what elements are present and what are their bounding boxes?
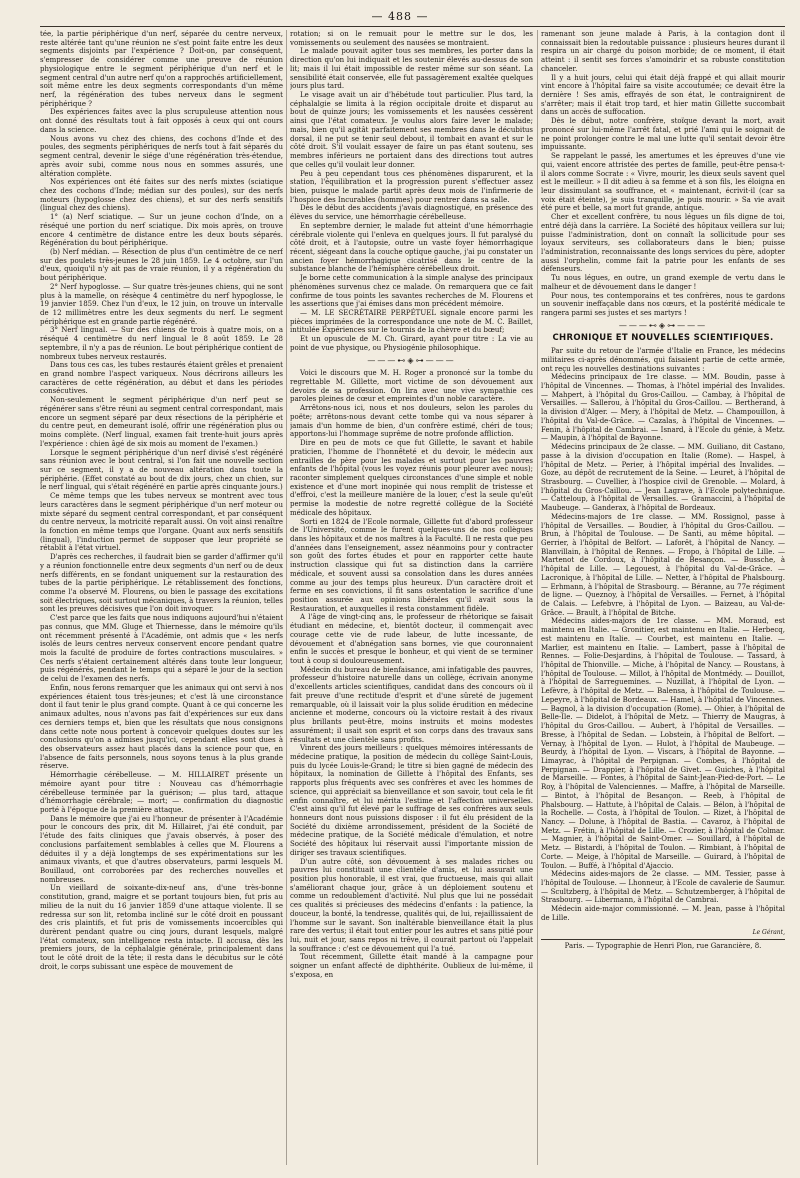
paragraph: 1° (a) Nerf sciatique. — Sur un jeune cochon d'Inde, on a réséqué une portion du nerf sciatique. Dix mois après, on trouve encore 4 centimètre de distance entre les deux bouts séparés. Régénération du bout périphérique.	[40, 213, 283, 248]
paragraph: Un vieillard de soixante-dix-neuf ans, d'une très-bonne constitution, grand, maigre et se portant toujours bien, fut pris au milieu de la nuit du 16 janvier 1859 d'une attaque violente. Il se redressa sur son lit, retomba incliné sur le côté droit en poussant des cris plaintifs, et fut pris de vomissements incoercibles qui durèrent pendant quatre ou cinq jours, durant lesquels, malgré l'état comateux, son intelligence resta intacte. Il accusa, dès les premiers jours, de la céphalalgie générale, principalement dans tout le côté droit de la tête; il resta dans le décubitus sur le côté droit, le corps subissant une espèce de mouvement de	[40, 884, 283, 971]
imprint-rule	[541, 939, 785, 940]
paragraph: tée, la partie périphérique d'un nerf, séparée du centre nerveux, reste altérée tant qu'une réunion ne s'est point faite entre les deux segments disjoints par l'expérience ? Doit-on, par conséquent, s'empresser de considérer comme une preuve de réunion physiologique entre le segment périphérique d'un nerf et le segment central d'un autre nerf qu'on a rapprochés artificiellement, soit même entre les deux segments correspondants d'un même nerf, la régénération des tubes nerveux dans le segment périphérique ?	[40, 30, 283, 108]
header-rule	[40, 26, 785, 27]
paragraph: C'est parce que les faits que nous indiquons aujourd'hui n'étaient pas connus, que MM. Gluge et Thiernesse, dans le mémoire qu'ils ont récemment présenté à l'Académie, ont admis que « les nerfs isolés de leurs centres nerveux conservent encore pendant quatre mois la faculté de produire de fortes contractions musculaires. » Ces nerfs s'étaient certainement altérés dans toute leur longueur, puis régénérés, pendant le temps qui a séparé le jour de la section de celui de l'examen des nerfs.	[40, 614, 283, 684]
chronique-paragraph: Médecins principaux de 2e classe. — MM. Guiliano, dit Castano, passe à la division d'occupation en Italie (Rome). — Haspel, à l'hôpital de Metz. — Perier, à l'hôpital impérial des Invalides. — Goze, au dépôt de recrutement de la Seine. — Leuret, à l'hôpital de Strasbourg. — Cuvellier, à l'hospice civil de Grenoble. — Molard, à l'hôpital du Gros-Caillou. — Jean Lagrave, à l'Ecole polytechnique. — Catteloup, à l'hôpital de Versailles. — Gramaccini, à l'hôpital de Maubeuge. — Ganderax, à l'hôpital de Bordeaux.	[541, 443, 785, 513]
paragraph: Enfin, nous ferons remarquer que les animaux qui ont servi à nos expériences étaient tous très-jeunes; et c'est là une circonstance dont il faut tenir le plus grand compte. Quant à ce qui concerne les animaux adultes, nous n'avons pas fait d'expériences sur eux dans ces derniers temps et, bien que les résultats que nous consignons dans cette note nous portent à concevoir quelques doutes sur les conclusions qu'on a admises jusqu'ici, cependant elles sont dues à des observateurs assez haut placés dans la science pour que, en l'absence de faits personnels, nous soyons tenus à la plus grande réserve.	[40, 683, 283, 771]
paragraph: Nos expériences ont été faites sur des nerfs mixtes (sciatique chez des cochons d'Inde; médian sur des poules), sur des nerfs moteurs (hypoglosse chez des chiens), et sur des nerfs sensitifs (lingual chez des chiens).	[40, 178, 283, 213]
paragraph: Tu nous légues, en outre, un grand exemple de vertu dans le malheur et de dévouement dans le danger !	[541, 274, 785, 291]
paragraph: D'après ces recherches, il faudrait bien se garder d'affirmer qu'il y a réunion fonctionnelle entre deux segments d'un nerf ou de deux nerfs différents, en se fondant uniquement sur la restauration des tubes de la partie périphérique. Le rétablissement des fonctions, comme l'a observé M. Flourens, ou bien le passage des excitations soit électriques, soit surtout mécaniques, à travers la réunion, telles sont les preuves décisives que l'on doit invoquer.	[40, 553, 283, 614]
paragraph: Je borne cette communication à la simple analyse des principaux phénomènes survenus chez ce malade. On remarquera que ce fait confirme de tous points les savantes recherches de M. Flourens et les assertions que j'ai émises dans mon précédent mémoire.	[290, 274, 533, 309]
paragraph: Médecin du bureau de bienfaisance, ami infatigable des pauvres, professeur d'histoire naturelle dans un collège, écrivain anonyme d'excellents articles scientifiques, candidat dans des concours où il fait preuve d'une rectitude d'esprit et d'une sûreté de jugement remarquable, où il laissait voir la plus solide érudition en médecine ancienne et moderne, concours où la victoire restait à des rivaux plus brillants peut-être, moins instruits et moins modestes assurément; il usait son esprit et son corps dans des travaux sans résultats et une clientèle sans profits.	[290, 665, 533, 744]
paragraph: Dès le début, notre confrère, stoïque devant la mort, avait prononcé sur lui-même l'arrêt fatal, et prié l'ami qui le soignait de ne point prolonger contre le mal une lutte qu'il sentait devoir être impuissante.	[541, 117, 785, 152]
chronique-paragraph: Médecin aide-major commissionné. — M. Jean, passe à l'hôpital de Lille.	[541, 905, 785, 922]
paragraph: Dès le début des accidents j'avais diagnostiqué, en présence des élèves du service, une hémorrhagie cérébelleuse.	[290, 204, 533, 222]
imprint: Paris. — Typographie de Henri Plon, rue Garancière, 8.	[564, 942, 762, 951]
paragraph: Voici le discours que M. H. Roger a prononcé sur la tombe du regrettable M. Gillette, mort victime de son dévouement aux devoirs de sa profession. On lira avec une vive sympathie ces paroles pleines de cœur et empreintes d'un noble caractère.	[290, 369, 533, 404]
paragraph: Sorti en 1824 de l'Ecole normale, Gillette fut d'abord professeur de l'Université, comme le furent quelques-uns de nos collègues dans les hôpitaux et de nos maîtres à la Faculté. Il ne resta que peu d'années dans l'enseignement, assez néanmoins pour y contracter son goût des fortes études et pour en rapporter cette haute instruction classique qui fut sa distinction dans la carrière médicale, et souvent aussi sa consolation dans les dures années comme au jour des temps plus heureux. D'un caractère droit et ferme en ses convictions, il fit sans ostentation le sacrifice d'une position assurée aux opinions libérales qu'il avait sous la Restauration, et auxquelles il resta constamment fidèle.	[290, 517, 533, 613]
chronique-title: CHRONIQUE ET NOUVELLES SCIENTIFIQUES.	[552, 333, 774, 344]
paragraph: Tout récemment, Gillette était mandé à la campagne pour soigner un enfant affecté de diphthérite. Oublieux de lui-même, il s'exposa, en	[290, 953, 533, 979]
page-number: — 488 —	[371, 10, 429, 23]
column-divider	[537, 30, 538, 1165]
paragraph: D'un autre côté, son dévouement à ses malades riches ou pauvres lui constituait une clientèle d'amis, et lui assurait une position plus honorable, il est vrai, que fructueuse, mais qui allait s'améliorant chaque jour, grâce à un déploiement soutenu et comme un redoublement d'activité. Nul plus que lui ne possédait ces qualités si précieuses des médecins d'enfants : la patience, la douceur, la bonté, la tendresse, qualités qui, de lui, rejaillissaient de l'homme sur le savant. Son inaltérable bienveillance était la plus rare des vertus; il était tout entier pour les autres et sans pitié pour lui, nuit et jour, sans repos ni trêve, il courait partout où l'appelait la souffrance : c'est ce dévouement qui l'a tué.	[290, 857, 533, 953]
paragraph: Vinrent des jours meilleurs : quelques mémoires intéressants de médecine pratique, la position de médecin du collège Saint-Louis, puis du lycée Louis-le-Grand; le titre si bien gagné de médecin des hôpitaux, la nomination de Gillette à l'hôpital des Enfants, ses rapports plus fréquents avec ses confrères et avec les hommes de science, qui appréciait sa bienveillance et son savoir, tout cela le fit enfin connaître, et lui mérita l'estime et l'affection universelles. C'est ainsi qu'il fut élevé par le suffrage de ses confrères aux seuls honneurs dont nous puissions disposer : il fut élu président de la Société du dixième arrondissement, président de la Société de médecine pratique, de la Société médicale d'émulation, et notre Société des hôpitaux lui réservait aussi l'importante mission de diriger ses travaux scientifiques.	[290, 744, 533, 857]
paragraph: rotation; si on le remuait pour le mettre sur le dos, les vomissements ou seulement des nausées se montraient.	[290, 30, 533, 47]
paragraph: Lorsque le segment périphérique d'un nerf divisé s'est régénéré sans réunion avec le bout central, si l'on fait une nouvelle section sur ce segment, il y a de nouveau altération dans toute la périphérie. (Effet constaté au bout de dix jours, chez un chien, sur le nerf lingual, qui s'était régénéré en partie après cinquante jours.)	[40, 448, 283, 492]
paragraph: Cher et excellent confrère, tu nous légues un fils digne de toi, entré déjà dans la carrière. La Société des hôpitaux veillera sur lui; puisse l'administration, dont on connaît la sollicitude pour ses loyaux serviteurs, ses collaborateurs dans le bien; puisse l'administration, reconnaissante des longs services du père, adopter aussi l'orphelin, comme fait la patrie pour les enfants de ses défenseurs.	[541, 213, 785, 274]
paragraph: Et un opuscule de M. Ch. Girard, ayant pour titre : La vie au point de vue physique, ou Physiogénie philosophique.	[290, 335, 533, 352]
column-left	[40, 30, 283, 1165]
paragraph: Le malade pouvait agiter tous ses membres, les porter dans la direction qu'on lui indiquait et les soutenir élevés au-dessus de son lit; mais il lui était impossible de rester même sur son séant. La sensibilité était conservée, elle fut passagèrement exaltée quelques jours plus tard.	[290, 47, 533, 91]
paragraph: Des expériences faites avec la plus scrupuleuse attention nous ont donné des résultats tout à fait opposés à ceux qui ont cours dans la science.	[40, 108, 283, 134]
paragraph: 3° Nerf lingual. — Sur des chiens de trois à quatre mois, on a réséqué 4 centimètre du nerf lingual le 8 août 1859. Le 28 septembre, il n'y a pas de réunion. Le bout périphérique contient de nombreux tubes nerveux restaurés.	[40, 326, 283, 361]
chronique-paragraph: Médecins aides-majors de 2e classe. — MM. Tessier, passe à l'hôpital de Toulouse. — Lhonneur, à l'Ecole de cavalerie de Saumur. — Scultzberg, à l'hôpital de Metz. — Schutzemberger, à l'hôpital de Strasbourg. — Libermann, à l'hôpital de Cambrai.	[541, 870, 785, 905]
section-ornament: ———⊷◈⊶———	[618, 320, 708, 330]
gerant-signature: Le Gérant,	[752, 928, 785, 936]
paragraph: Non-seulement le segment périphérique d'un nerf peut se régénérer sans s'être réuni au segment central correspondant, mais encore un segment séparé par deux résections de la périphérie et du centre peut, en demeurant isolé, offrir une régénération plus ou moins complète. (Nerf lingual, examen fait trente-huit jours après l'expérience : chien âgé de six mois au moment de l'examen.)	[40, 396, 283, 448]
paragraph: A l'âge de vingt-cinq ans, le professeur de rhétorique se faisait étudiant en médecine, et, bientôt docteur, il commençait avec courage cette vie de rude labeur, de lutte incessante, de dévouement et d'abnégation sans bornes, vie que couronnaient enfin le succès et presque le bonheur, et qui vient de se terminer tout à coup si douloureusement.	[290, 613, 533, 666]
column-right	[541, 30, 785, 1165]
paragraph: Nous avons vu chez des chiens, des cochons d'Inde et des poules, des segments périphériques de nerfs tout à fait séparés du segment central, devenir le siége d'une régénération très-étendue, après avoir subi, comme nous nous en sommes assurés, une altération complète.	[40, 134, 283, 178]
column-middle	[290, 30, 533, 1165]
chronique-paragraph: Médecins-majors de 1re classe. — MM. Rossignol, passe à l'hôpital de Versailles. — Boudier, à l'hôpital du Gros-Caillou. — Brun, à l'hôpital de Toulouse. — De Santi, au même hôpital. — Gerrier, à l'hôpital de Belfort. — Laforêt, à l'hôpital de Nancy. — Blanvillain, à l'hôpital de Rennes. — Fropo, à l'hôpital de Lille. — Martenot de Cordoux, à l'hôpital de Besançon. — Bussche, à l'hôpital de Lille. — Legouest, à l'hôpital du Val-de-Grâce. — Lacronique, à l'hôpital de Lille. — Netter, à l'hôpital de Phalsbourg. — Erhmann, à l'hôpital de Strasbourg. — Béranne, au 77e régiment de ligne. — Queznoy, à l'hôpital de Versailles. — Fernet, à l'hôpital de Calais. — Lefebvre, à l'hôpital de Lyon. — Baizeau, au Val-de-Grâce. — Brault, à l'hôpital de Bitche.	[541, 512, 785, 617]
paragraph: Dire en peu de mots ce que fut Gillette, le savant et habile praticien, l'homme de l'honnêteté et du devoir, le médecin aux entrailles de père pour les malades et surtout pour les pauvres enfants de l'hôpital (vous les voyez réunis pour pleurer avec nous); raconter simplement quelques circonstances d'une simple et noble existence et d'une mort inopinée qui nous remplit de tristesse et d'effroi, c'est la meilleure manière de la louer, c'est la seule qu'eût permise la modestie de notre regretté collègue de la Société médicale des hôpitaux.	[290, 439, 533, 517]
chronique-paragraph: Médecins aides-majors de 1re classe. — MM. Moraud, est maintenu en Italie. — Gronitier, est maintenu en Italie. — Herbecq, est maintenu en Italie. — Courbet, est maintenu en Italie. — Marlier, est maintenu en Italie. — Lambert, passe à l'hôpital de Rennes. — Folie-Desjardins, à l'hôpital de Toulouse. — Tassard, à l'hôpital de Thionville. — Miche, à l'hôpital de Nancy. — Roustans, à l'hôpital de Toulouse. — Millot, à l'hôpital de Montmédy. — Douillot, à l'hôpital de Sarreguemines. — Nuzillat, à l'hôpital de Lyon. — Lefèvre, à l'hôpital de Metz. — Balensa, à l'hôpital de Toulouse. — Lepeyre, à l'hôpital de Bordeaux. — Hamel, à l'hôpital de Vincennes. — Bagnol, à la division d'occupation (Rome). — Ohier, à l'hôpital de Belle-Ile. — Didelot, à l'hôpital de Metz. — Thierry de Maugras, à l'hôpital du Gros-Caillou. — Aubert, à l'hôpital de Versailles. — Bresse, à l'hôpital de Sedan. — Lobstein, à l'hôpital de Belfort. — Vernay, à l'hôpital de Lyon. — Hulot, à l'hôpital de Maubeuge. — Beurdy, à l'hôpital de Lyon. — Viscars, à l'hôpital de Bayonne. — Limayrac, à l'hôpital de Perpignan. — Combes, à l'hôpital de Perpignan. — Drappier, à l'hôpital de Givet. — Guiches, à l'hôpital de Marseille. — Fontes, à l'hôpital de Saint-Jean-Pied-de-Port. — Le Roy, à l'hôpital de Valenciennes. — Maffre, à l'hôpital de Marseille. — Bintot, à l'hôpital de Besançon. — Reeb, à l'hôpital de Phalsbourg. — Hattute, à l'hôpital de Calais. — Bélon, à l'hôpital de la Rochelle. — Costa, à l'hôpital de Toulon. — Rizet, à l'hôpital de Nancy. — Dolune, à l'hôpital de Bastia. — Cavaroz, à l'hôpital de Metz. — Frétin, à l'hôpital de Lille. — Crozier, à l'hôpital de Colmar. — Magnier, à l'hôpital de Saint-Omer. — Souillard, à l'hôpital de Metz. — Bistardi, à l'hôpital de Toulon. — Rimbiant, à l'hôpital de Corte. — Meige, à l'hôpital de Marseille. — Guirard, à l'hôpital de Toulon. — Buffé, à l'hôpital d'Ajaccio.	[541, 617, 785, 870]
paragraph: ramenant son jeune malade à Paris, à la contagion dont il connaissait bien la redoutable puissance : plusieurs heures durant il respira un air chargé du poison morbide; de ce moment, il était atteint : il sentit ses forces s'amoindrir et sa robuste constitution chanceler.	[541, 30, 785, 73]
paragraph: — M. LE SECRÉTAIRE PERPÉTUEL signale encore parmi les pièces imprimées de la correspondance une note de M. C. Baillet, intitulée Expériences sur le tournis de la chèvre et du bœuf;	[290, 309, 533, 335]
section-ornament: ———⊷◈⊶———	[367, 355, 456, 365]
paragraph: 2° Nerf hypoglosse. — Sur quatre très-jeunes chiens, qui ne sont plus à la mamelle, on résèque 4 centimètre du nerf hypoglosse, le 19 janvier 1859. Chez l'un d'eux, le 12 juin, on trouve un intervalle de 12 millimètres entre les deux segments du nerf. Le segment périphérique est en grande partie régénéré.	[40, 282, 283, 326]
paragraph: Il y a huit jours, celui qui était déjà frappé et qui allait mourir vint encore à l'hôpital faire sa visite accoutumée; ce devait être la dernière ! Ses amis, effrayés de son état, le contraignirent de s'arrêter; mais il était trop tard, et hier matin Gillette succombait dans un accès de suffocation.	[541, 73, 785, 117]
chronique-intro: Par suite du retour de l'armée d'Italie en France, les médecins militaires ci-après dénommés, qui faisaient partie de cette armée, ont reçu les nouvelles destinations suivantes :	[541, 347, 785, 373]
paragraph: Se rappelant le passé, les amertumes et les épreuves d'une vie qui, vaient encore attristée des pertes de famille, peut-être pensa-t-il alors comme Socrate : « Vivre, mourir, les dieux seuls savent quel est le meilleur. » Il dit adieu à sa femme et à son fils, les éloigna en leur dissimulant sa souffrance, et « maintenant, écrivit-il (car sa voix était éteinte), je suis tranquille, je puis mourir. » Sa vie avait été pure et belle, sa mort fut grande, antique.	[541, 152, 785, 213]
paragraph: Arrêtons-nous ici, nous et nos douleurs, selon les paroles du poëte; arrêtons-nous devant cette tombe qui va nous séparer à jamais d'un homme de bien, d'un confrère estimé, chéri de tous; apportons-lui l'hommage suprême de notre profonde affliction.	[290, 404, 533, 439]
paragraph: (b) Nerf médian. — Résection de plus d'un centimètre de ce nerf sur des poulets très-jeunes le 28 juin 1859. Le 4 octobre, sur l'un d'eux, quoiqu'il n'y ait pas de vraie réunion, il y a régénération du bout périphérique.	[40, 247, 283, 283]
paragraph: Peu à peu cependant tous ces phénomènes disparurent, et la station, l'équilibration et la progression purent s'effectuer assez bien, puisque le malade partit après deux mois de l'infirmerie de l'hospice des Incurables (hommes) pour rentrer dans sa salle.	[290, 169, 533, 204]
paragraph: Dans le mémoire que j'ai eu l'honneur de présenter à l'Académie pour le concours des prix, dit M. Hillairet, j'ai été conduit, par l'étude des faits cliniques que j'avais observés, à poser des conclusions parfaitement semblables à celles que M. Flourens a déduites il y a déjà longtemps de ses expérimentations sur les animaux vivants, et que d'autres observateurs, parmi lesquels M. Bouillaud, ont corroborées par des recherches nouvelles et nombreuses.	[40, 814, 283, 884]
paragraph: Ce même temps que les tubes nerveux se montrent avec tous leurs caractères dans le segment périphérique d'un nerf moteur ou mixte séparé du segment central correspondant, et par conséquent du centre nerveux, la motricité reparaît aussi. On voit ainsi renaître la fonction en même temps que l'organe. Quant aux nerfs sensitifs (lingual), l'induction permet de supposer que leur propriété se rétablit à l'état virtuel.	[40, 492, 283, 553]
column-divider	[286, 30, 287, 1165]
paragraph: Hémorrhagie cérébelleuse. — M. HILLAIRET présente un mémoire ayant pour titre : Nouveau cas d'hémorrhagie cérébelleuse terminée par la guérison; — plus tard, attaque d'hémorrhagie cérébrale; — mort; — confirmation du diagnostic porté à l'époque de la première attaque.	[40, 771, 283, 814]
paragraph: Dans tous ces cas, les tubes restaurés étaient grêles et prenaient en grand nombre l'aspect variqueux. Nous décrirons ailleurs les caractères de cette régénération, au début et dans les périodes consécutives.	[40, 361, 283, 396]
chronique-paragraph: Médecins principaux de 1re classe. — MM. Boudin, passe à l'hôpital de Vincennes. — Thomas, à l'hôtel impérial des Invalides. — Mahpert, à l'hôpital du Gros-Caillou. — Cambay, à l'hôpital de Versailles. — Sallerou, à l'hôpital du Gros-Caillou. — Bertherand, à la division d'Alger. — Mery, à l'hôpital de Metz. — Champouillon, à l'hôpital du Val-de-Grâce. — Cazalas, à l'hôpital de Vincennes. — Fenin, à l'hôpital de Cambrai. — Isnard, à l'Ecole du génie, à Metz. — Maupin, à l'hôpital de Bayonne.	[541, 373, 785, 443]
paragraph: Pour nous, tes contemporains et tes confrères, nous te gardons un souvenir ineffaçable dans nos cœurs, et la postérité médicale te rangera parmi ses justes et ses martyrs !	[541, 291, 785, 317]
paragraph: Le visage avait un air d'hébétude tout particulier. Plus tard, la céphalalgie se limita à la région occipitale droite et disparut au bout de quinze jours; les vomissements et les nausées cessèrent ainsi que l'état comateux. Je voulus alors faire lever le malade; mais, bien qu'il agitât parfaitement ses membres dans le décubitus dorsal, il ne put se tenir seul debout, il tombait en avant et sur le côté droit. S'il voulait essayer de faire un pas étant soutenu, ses membres inférieurs ne portaient dans des directions tout autres que celles qu'il voulait leur donner.	[290, 91, 533, 169]
paragraph: En septembre dernier, le malade fut atteint d'une hémorrhagie cérébrale violente qui l'enleva en quelques jours. Il fut paralysé du côté droit, et à l'autopsie, outre un vaste foyer hémorrhagique récent, siégeant dans la couche optique gauche, j'ai pu constater un ancien foyer hémorrhagique cicatrisé dans le centre de la substance blanche de l'hémisphère cérébelleux droit.	[290, 221, 533, 274]
